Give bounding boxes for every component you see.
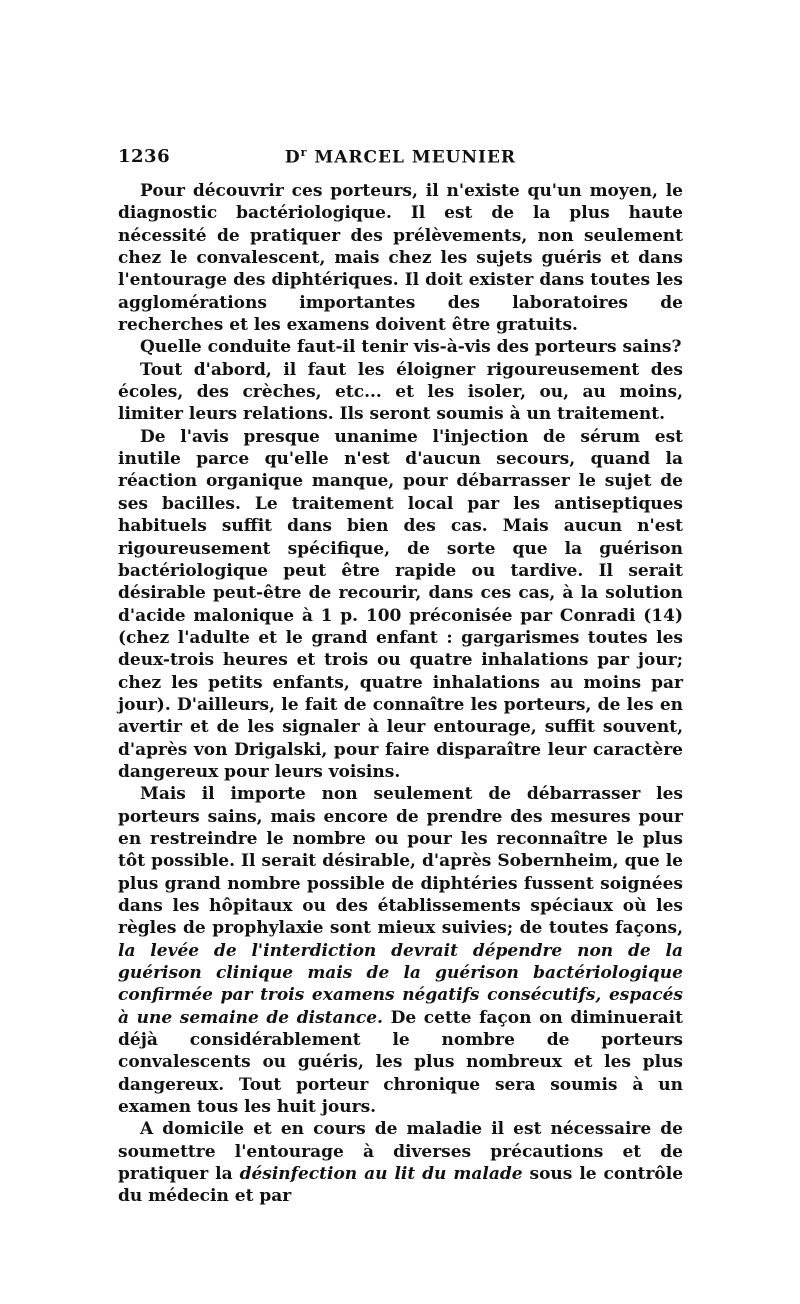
paragraph-prophylaxie-start: Mais il importe non seulement de débarrasser les porteurs sains, mais encore de prendre des mesures pour en restreindre le nombre ou pour les reconnaître le plus tôt possible. Il serait désirable, d'après Sobernheim, que le plus grand nombre possible de diphtéries fussent soignées dans les hôpitaux ou des établissements spéciaux où les règles de prophylaxie sont mieux suivies; de toutes façons, <box>118 784 683 939</box>
body-text <box>118 180 683 1208</box>
author-name: MARCEL MEUNIER <box>307 147 517 168</box>
paragraph-domicile-italic: désinfection au lit du malade <box>239 1164 523 1185</box>
paragraph-traitement: De l'avis presque unanime l'injection de sérum est inutile parce qu'elle n'est d'aucun secours, quand la réaction organique manque, pour débarrasser le sujet de ses bacilles. Le traitement local par les antiseptiques habituels suffit dans bien des cas. Mais aucun n'est rigoureusement spécifique, de sorte que la guérison bactériologique peut être rapide ou tardive. Il serait désirable peut-être de recourir, dans ces cas, à la solution d'acide malonique à 1 p. 100 préconisée par Conradi (14) (chez l'adulte et le grand enfant : gargarismes toutes les deux-trois heures et trois ou quatre inhalations par jour; chez les petits enfants, quatre inhalations au moins par jour). D'ailleurs, le fait de connaître les porteurs, de les en avertir et de les signaler à leur entourage, suffit souvent, d'après von Drigalski, pour faire disparaître leur caractère dangereux pour leurs voisins. <box>118 426 683 782</box>
running-head <box>118 146 683 168</box>
page-header <box>118 146 683 172</box>
author-prefix: D <box>284 147 301 168</box>
author-prefix-superscript: r <box>300 146 308 159</box>
paragraph-prophylaxie <box>118 783 683 1118</box>
paragraph-prophylaxie-italic: la levée de l'interdiction devrait dépendre non de la guérison clinique mais de la guérison bactériologique confirmée par trois examens négatifs consécutifs, espacés à une semaine de distance. <box>118 940 683 1028</box>
paragraph-domicile-start: A domicile et en cours de maladie il est nécessaire de soumettre l'entourage à diverses précautions et de pratiquer la <box>118 1119 683 1185</box>
paragraph-domicile <box>118 1118 683 1207</box>
paragraph-prophylaxie-end: De cette façon on diminuerait déjà considérablement le nombre de porteurs convalescents ou guéris, les plus nombreux et les plus dangereux. Tout porteur chronique sera soumis à un examen tous les huit jours. <box>118 1007 683 1118</box>
page-number: 1236 <box>118 146 171 167</box>
paragraph-isolement: Tout d'abord, il faut les éloigner rigoureusement des écoles, des crèches, etc... et les isoler, ou, au moins, limiter leurs relations. Ils seront soumis à un traitement. <box>118 359 683 425</box>
paragraph-porteurs-diagnostic: Pour découvrir ces porteurs, il n'existe qu'un moyen, le diagnostic bactériologique. Il est de la plus haute nécessité de pratiquer des prélèvements, non seulement chez le convalescent, mais chez les sujets guéris et dans l'entourage des diphtériques. Il doit exister dans toutes les agglomérations importantes des laboratoires de recherches et les examens doivent être gratuits. <box>118 181 683 336</box>
paragraph-question: Quelle conduite faut-il tenir vis-à-vis des porteurs sains? <box>140 337 682 358</box>
paragraph-domicile-end: sous le contrôle du médecin et par <box>118 1164 684 1207</box>
